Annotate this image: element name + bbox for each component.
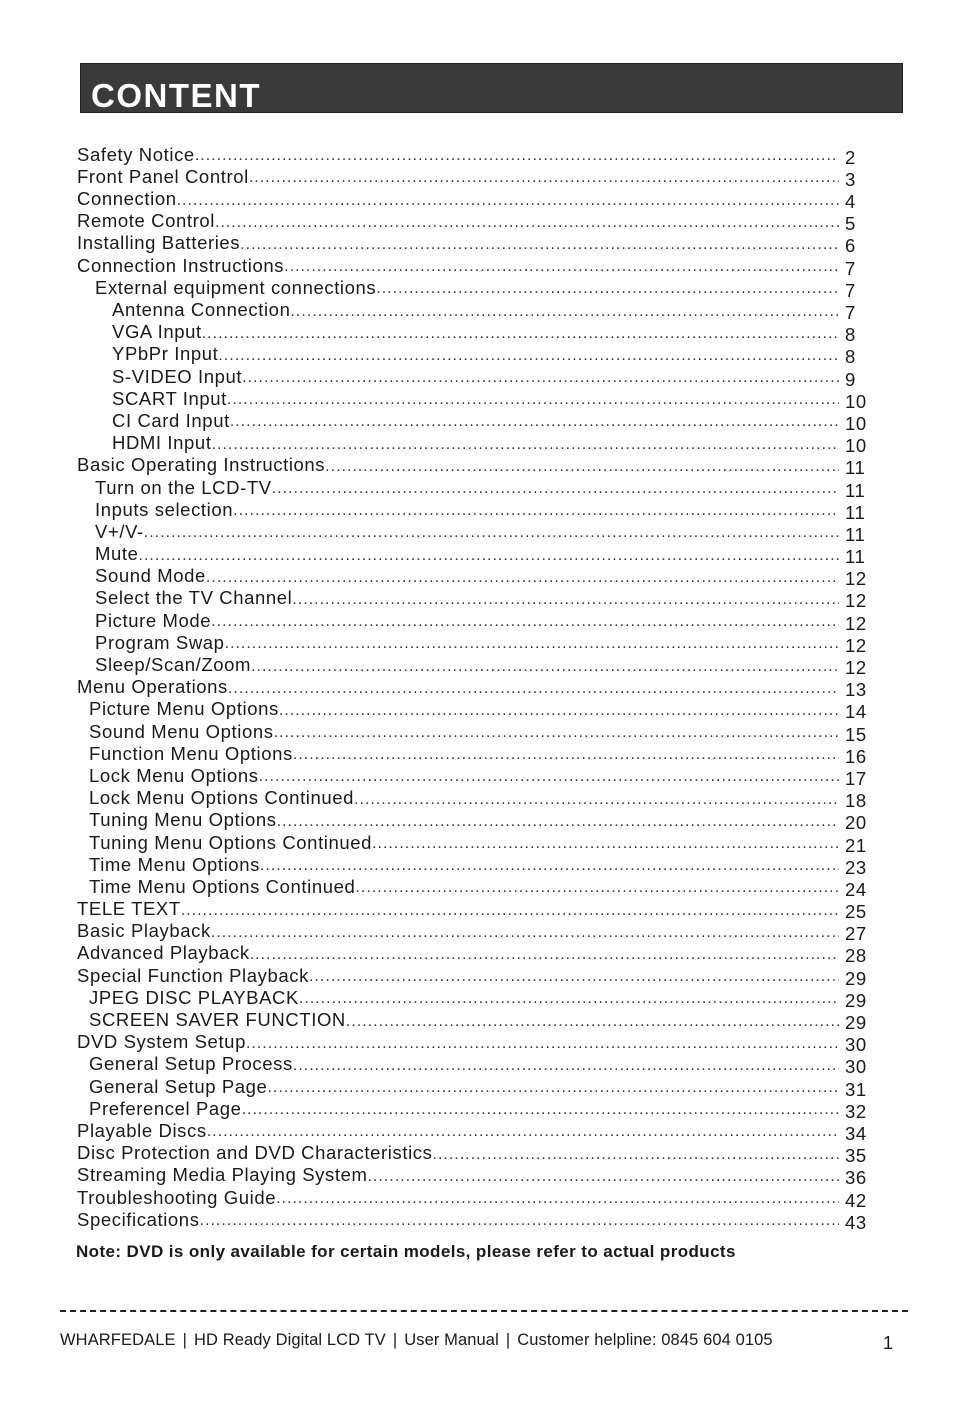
toc-entry	[77, 386, 877, 412]
toc-entry-page: 15	[845, 723, 867, 745]
toc-dot-leader	[233, 503, 839, 519]
toc-entry-label: HDMI Input	[112, 432, 212, 454]
toc-dot-leader	[240, 237, 839, 253]
toc-entry	[77, 453, 877, 479]
toc-entry-label: TELE TEXT	[77, 898, 181, 920]
toc-dot-leader	[139, 548, 839, 564]
toc-entry	[77, 697, 877, 723]
toc-entry-page: 12	[845, 657, 867, 678]
toc-entry-page: 29	[845, 989, 867, 1011]
toc-entry-label: Sound Menu Options	[89, 720, 274, 742]
toc-entry-page: 30	[845, 1034, 867, 1056]
toc-entry-page: 10	[845, 390, 867, 412]
toc-entry-page: 11	[845, 523, 866, 545]
toc-entry	[77, 608, 877, 634]
toc-entry	[77, 963, 877, 989]
toc-dot-leader	[309, 969, 839, 985]
toc-dot-leader	[200, 1213, 839, 1229]
page-title: CONTENT	[91, 77, 261, 114]
toc-dot-leader	[346, 1014, 839, 1030]
toc-dot-leader	[202, 326, 839, 342]
toc-entry-label: Safety Notice	[77, 143, 195, 165]
footer-separator: |	[392, 1331, 398, 1349]
toc-dot-leader	[276, 1191, 839, 1207]
toc-entry-page: 8	[845, 324, 856, 346]
toc-entry-label: S-VIDEO Input	[112, 365, 243, 387]
content-header-bar	[80, 63, 903, 113]
toc-entry-label: YPbPr Input	[112, 343, 219, 365]
toc-entry-page: 24	[845, 878, 867, 900]
toc-entry-label: Basic Playback	[77, 920, 211, 942]
toc-entry-page: 4	[845, 191, 856, 213]
toc-dot-leader	[367, 1169, 839, 1185]
toc-entry	[77, 1185, 877, 1211]
footer-info	[60, 1331, 773, 1350]
toc-entry	[77, 475, 877, 501]
toc-dot-leader	[206, 570, 839, 586]
toc-entry-label: Preferencel Page	[89, 1097, 242, 1119]
toc-dot-leader	[228, 681, 839, 697]
toc-dot-leader	[290, 304, 839, 320]
toc-dot-leader	[277, 814, 839, 830]
toc-entry	[77, 1118, 877, 1144]
toc-dot-leader	[212, 437, 839, 453]
toc-entry-page: 10	[845, 435, 867, 457]
toc-entry-page: 36	[845, 1167, 867, 1189]
toc-entry	[77, 320, 877, 346]
toc-entry-page: 11	[845, 479, 866, 501]
toc-entry-label: Connection	[77, 188, 177, 210]
toc-entry-page: 23	[845, 856, 867, 878]
toc-entry-label: DVD System Setup	[77, 1031, 246, 1053]
toc-dot-leader	[279, 703, 839, 719]
toc-entry-page: 21	[845, 834, 867, 856]
toc-entry	[77, 586, 877, 612]
toc-dot-leader	[293, 747, 839, 763]
toc-entry	[77, 342, 877, 368]
toc-dot-leader	[218, 348, 839, 364]
toc-dot-leader	[215, 215, 839, 231]
toc-dot-leader	[181, 903, 839, 919]
toc-entry-label: Advanced Playback	[77, 942, 250, 964]
toc-entry	[77, 808, 877, 834]
toc-dot-leader	[274, 725, 839, 741]
toc-entry-page: 32	[845, 1100, 867, 1122]
toc-entry-label: Lock Menu Options	[89, 764, 259, 786]
toc-dot-leader	[292, 592, 839, 608]
toc-dot-leader	[225, 636, 839, 652]
toc-entry-label: Disc Protection and DVD Characteristics	[77, 1142, 433, 1164]
toc-entry-label: General Setup Process	[89, 1053, 293, 1075]
toc-dot-leader	[250, 947, 839, 963]
toc-dot-leader	[230, 414, 839, 430]
toc-entry-page: 8	[845, 346, 856, 368]
toc-entry-label: Antenna Connection	[112, 299, 291, 320]
toc-entry-label: JPEG DISC PLAYBACK	[89, 986, 299, 1008]
toc-entry-label: Picture Mode	[95, 609, 212, 631]
toc-entry-page: 11	[845, 457, 866, 479]
toc-entry-page: 28	[845, 945, 867, 967]
toc-entry-page: 5	[845, 213, 856, 235]
toc-entry	[77, 142, 877, 168]
toc-dot-leader	[144, 525, 839, 541]
toc-dot-leader	[259, 769, 839, 785]
toc-entry-page: 2	[845, 146, 856, 168]
toc-entry-label: Time Menu Options	[89, 853, 260, 875]
toc-entry-page: 11	[845, 546, 866, 568]
toc-entry	[77, 919, 877, 945]
toc-entry	[77, 1052, 877, 1078]
toc-entry	[77, 1096, 877, 1122]
footer-dashed-divider	[60, 1310, 908, 1312]
toc-entry	[77, 497, 877, 523]
toc-entry-page: 17	[845, 767, 867, 789]
toc-entry-page: 34	[845, 1122, 867, 1144]
toc-entry	[77, 186, 877, 213]
toc-entry	[77, 896, 877, 923]
toc-entry-label: Sound Mode	[95, 565, 206, 587]
toc-dot-leader	[376, 281, 839, 297]
toc-entry-label: Tuning Menu Options	[89, 809, 277, 831]
toc-dot-leader	[325, 459, 839, 475]
toc-entry-page: 31	[845, 1078, 867, 1100]
toc-entry-label: Sleep/Scan/Zoom	[95, 654, 252, 675]
toc-dot-leader	[246, 1036, 839, 1052]
toc-entry	[77, 408, 877, 434]
toc-entry-page: 14	[845, 701, 867, 723]
toc-entry	[77, 1140, 877, 1167]
toc-entry	[77, 941, 877, 967]
toc-entry-page: 7	[845, 257, 856, 279]
toc-entry-label: Front Panel Control	[77, 165, 249, 187]
toc-entry	[77, 541, 877, 568]
toc-dot-leader	[227, 392, 839, 408]
table-of-contents	[77, 142, 877, 1233]
toc-entry-label: Lock Menu Options Continued	[89, 787, 355, 809]
toc-entry-page: 7	[845, 279, 856, 301]
toc-entry	[77, 564, 877, 590]
toc-entry-label: Remote Control	[77, 210, 215, 232]
toc-dot-leader	[242, 1102, 839, 1118]
toc-dot-leader	[354, 792, 839, 808]
toc-dot-leader	[242, 370, 839, 386]
toc-entry-label: Turn on the LCD-TV	[95, 476, 272, 498]
toc-dot-leader	[211, 614, 839, 630]
toc-entry-page: 6	[845, 235, 856, 257]
footer-separator: |	[182, 1331, 187, 1349]
toc-entry	[77, 675, 877, 701]
toc-entry-label: Program Swap	[95, 631, 225, 653]
toc-entry-label: VGA Input	[112, 321, 202, 343]
toc-entry-label: Mute	[95, 543, 139, 565]
toc-dot-leader	[211, 925, 839, 941]
toc-entry	[77, 652, 877, 678]
toc-entry-page: 10	[845, 412, 867, 434]
toc-entry-page: 12	[845, 612, 867, 634]
dvd-availability-note: Note: DVD is only available for certain models, please refer to actual products	[76, 1242, 736, 1261]
toc-entry	[77, 164, 877, 190]
footer-separator: |	[505, 1331, 511, 1349]
toc-entry	[77, 1074, 877, 1100]
toc-entry	[77, 985, 877, 1011]
toc-entry	[77, 763, 877, 789]
toc-entry	[77, 852, 877, 878]
toc-entry	[77, 297, 877, 323]
toc-dot-leader	[207, 1124, 839, 1140]
toc-entry-page: 3	[845, 168, 856, 190]
toc-entry-page: 9	[845, 368, 856, 390]
toc-entry-label: Connection Instructions	[77, 254, 285, 276]
toc-dot-leader	[251, 659, 839, 675]
toc-entry-page: 27	[845, 923, 867, 945]
toc-entry	[77, 1207, 877, 1233]
toc-entry-label: Basic Operating Instructions	[77, 454, 326, 476]
toc-entry-page: 43	[845, 1211, 867, 1233]
footer-helpline: Customer helpline: 0845 604 0105	[517, 1331, 773, 1349]
toc-entry-page: 12	[845, 634, 867, 656]
toc-entry-label: SCREEN SAVER FUNCTION	[89, 1009, 346, 1030]
toc-dot-leader	[249, 170, 839, 186]
toc-entry	[77, 519, 877, 545]
toc-entry	[77, 719, 877, 745]
page-number: 1	[883, 1333, 894, 1353]
toc-entry-page: 7	[845, 302, 856, 323]
footer-brand: WHARFEDALE	[60, 1331, 176, 1349]
toc-entry	[77, 630, 877, 656]
toc-entry-page: 35	[845, 1145, 867, 1167]
toc-entry-page: 20	[845, 812, 867, 834]
toc-entry-label: CI Card Input	[112, 409, 230, 431]
toc-entry	[77, 1007, 877, 1033]
toc-entry-page: 29	[845, 967, 867, 989]
toc-entry-label: SCART Input	[112, 387, 227, 409]
toc-dot-leader	[299, 991, 839, 1007]
toc-entry-label: Troubleshooting Guide	[77, 1186, 277, 1208]
toc-entry-page: 12	[845, 568, 867, 590]
toc-entry-page: 13	[845, 679, 867, 701]
toc-entry-label: Tuning Menu Options Continued	[89, 831, 373, 853]
toc-entry	[77, 209, 877, 235]
toc-dot-leader	[433, 1147, 840, 1163]
toc-entry	[77, 430, 877, 457]
toc-entry-label: Picture Menu Options	[89, 698, 279, 720]
toc-entry-label: Inputs selection	[95, 498, 234, 520]
toc-entry-label: Streaming Media Playing System	[77, 1164, 368, 1186]
toc-entry	[77, 253, 877, 279]
toc-entry	[77, 830, 877, 856]
toc-entry-label: Menu Operations	[77, 676, 228, 698]
toc-entry-page: 11	[845, 501, 866, 523]
toc-entry-label: V+/V-	[95, 520, 144, 542]
toc-entry-page: 18	[845, 790, 867, 812]
toc-entry-label: Specifications	[77, 1208, 200, 1230]
toc-entry-page: 42	[845, 1189, 867, 1211]
toc-entry	[77, 231, 877, 257]
toc-entry-page: 12	[845, 590, 867, 612]
toc-entry-label: Time Menu Options Continued	[89, 875, 356, 897]
toc-entry-label: Installing Batteries	[77, 232, 241, 254]
toc-entry	[77, 785, 877, 812]
toc-entry-page: 25	[845, 901, 867, 923]
toc-entry	[77, 275, 877, 301]
toc-entry-label: Special Function Playback	[77, 964, 309, 986]
toc-entry	[77, 874, 877, 900]
toc-dot-leader	[372, 836, 839, 852]
toc-dot-leader	[284, 259, 839, 275]
footer-product: HD Ready Digital LCD TV	[194, 1331, 386, 1349]
toc-dot-leader	[195, 148, 839, 164]
toc-dot-leader	[355, 880, 839, 896]
toc-dot-leader	[260, 858, 839, 874]
toc-dot-leader	[177, 193, 839, 209]
toc-entry	[77, 1163, 877, 1189]
toc-entry	[77, 364, 877, 390]
toc-dot-leader	[293, 1058, 839, 1074]
toc-entry-label: Select the TV Channel	[95, 587, 293, 609]
toc-entry-label: Function Menu Options	[89, 742, 293, 764]
toc-entry-page: 29	[845, 1012, 867, 1033]
toc-entry	[77, 741, 877, 767]
toc-entry	[77, 1030, 877, 1056]
toc-entry-page: 30	[845, 1056, 867, 1078]
footer-manual: User Manual	[404, 1331, 499, 1349]
toc-entry-page: 16	[845, 745, 867, 767]
toc-entry-label: External equipment connections	[95, 276, 377, 298]
toc-entry-label: General Setup Page	[89, 1075, 268, 1097]
toc-dot-leader	[272, 481, 839, 497]
toc-dot-leader	[267, 1080, 839, 1096]
toc-entry-label: Playable Discs	[77, 1119, 207, 1141]
